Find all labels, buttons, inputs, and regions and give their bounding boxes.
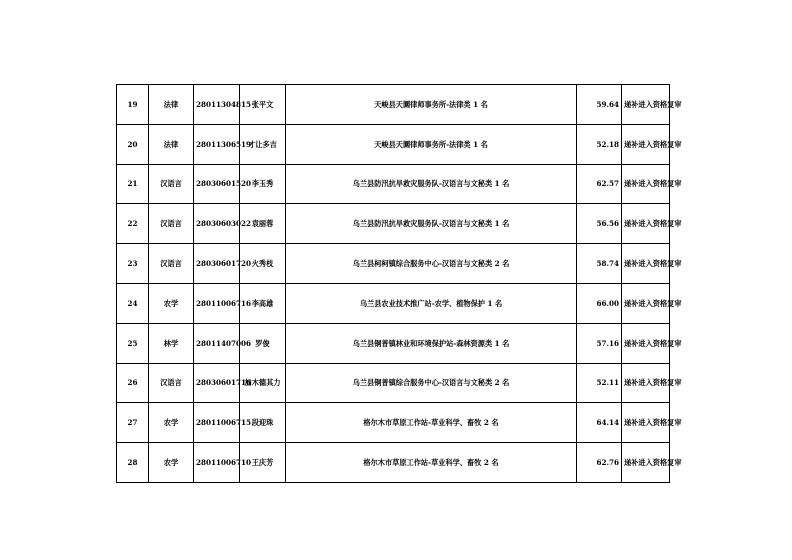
row-position: 格尔木市草原工作站-草业科学、畜牧 2 名	[286, 403, 577, 443]
row-status: 递补进入资格复审	[622, 363, 670, 403]
row-name: 火秀枝	[240, 244, 286, 284]
table-row	[117, 363, 670, 403]
row-index: 26	[117, 363, 149, 403]
row-index: 24	[117, 283, 149, 323]
row-exam-id: 28011306519	[194, 124, 240, 164]
row-position: 乌兰县农业技术推广站-农学、植物保护 1 名	[286, 283, 577, 323]
row-status: 递补进入资格复审	[622, 164, 670, 204]
table-row	[117, 85, 670, 125]
row-exam-id: 28011407006	[194, 323, 240, 363]
row-status: 递补进入资格复审	[622, 323, 670, 363]
table-row	[117, 443, 670, 483]
row-position: 天峻县天圜律师事务所-法律类 1 名	[286, 85, 577, 125]
table-row	[117, 124, 670, 164]
row-subject: 林学	[149, 323, 194, 363]
row-name: 王庆芳	[240, 443, 286, 483]
candidate-table-body	[117, 85, 682, 483]
row-status: 递补进入资格复审	[622, 283, 670, 323]
row-status: 递补进入资格复审	[622, 124, 670, 164]
row-subject: 汉语言	[149, 164, 194, 204]
row-name: 加木德其力	[240, 363, 286, 403]
row-subject: 法律	[149, 124, 194, 164]
row-subject: 汉语言	[149, 363, 194, 403]
row-score: 57.16	[577, 323, 622, 363]
row-score: 66.00	[577, 283, 622, 323]
row-subject: 农学	[149, 403, 194, 443]
row-name: 才让多吉	[240, 124, 286, 164]
row-position: 格尔木市草原工作站-草业科学、畜牧 2 名	[286, 443, 577, 483]
row-index: 21	[117, 164, 149, 204]
row-status: 递补进入资格复审	[622, 204, 670, 244]
row-name: 李玉秀	[240, 164, 286, 204]
table-row	[117, 204, 670, 244]
row-name: 段迎珠	[240, 403, 286, 443]
row-score: 62.57	[577, 164, 622, 204]
row-name: 李高雄	[240, 283, 286, 323]
row-subject: 汉语言	[149, 204, 194, 244]
row-index: 28	[117, 443, 149, 483]
row-position: 乌兰县防汛抗旱救灾服务队-汉语言与文秘类 1 名	[286, 204, 577, 244]
row-index: 20	[117, 124, 149, 164]
row-exam-id: 28030601520	[194, 164, 240, 204]
row-position: 乌兰县铜普镇林业和环境保护站-森林资源类 1 名	[286, 323, 577, 363]
table-row	[117, 164, 670, 204]
row-status: 递补进入资格复审	[622, 244, 670, 284]
row-exam-id: 28030603022	[194, 204, 240, 244]
row-score: 56.56	[577, 204, 622, 244]
table-row	[117, 283, 670, 323]
candidate-table	[116, 84, 682, 483]
row-score: 64.14	[577, 403, 622, 443]
table-row	[117, 403, 670, 443]
row-exam-id: 28011006710	[194, 443, 240, 483]
row-index: 22	[117, 204, 149, 244]
row-position: 乌兰县防汛抗旱救灾服务队-汉语言与文秘类 1 名	[286, 164, 577, 204]
row-exam-id: 28011304815	[194, 85, 240, 125]
row-subject: 汉语言	[149, 244, 194, 284]
row-subject: 农学	[149, 283, 194, 323]
row-position: 天峻县天圜律师事务所-法律类 1 名	[286, 124, 577, 164]
row-subject: 农学	[149, 443, 194, 483]
row-position: 乌兰县柯柯镇综合服务中心-汉语言与文秘类 2 名	[286, 244, 577, 284]
row-exam-id: 28030601716	[194, 363, 240, 403]
row-status: 递补进入资格复审	[622, 85, 670, 125]
row-subject: 法律	[149, 85, 194, 125]
table-row	[117, 323, 670, 363]
row-exam-id: 28030601720	[194, 244, 240, 284]
row-name: 袁丽蓉	[240, 204, 286, 244]
row-score: 62.76	[577, 443, 622, 483]
row-position: 乌兰县铜普镇综合服务中心-汉语言与文秘类 2 名	[286, 363, 577, 403]
row-status: 递补进入资格复审	[622, 443, 670, 483]
row-score: 52.11	[577, 363, 622, 403]
row-exam-id: 28011006716	[194, 283, 240, 323]
row-index: 25	[117, 323, 149, 363]
row-score: 59.64	[577, 85, 622, 125]
row-score: 52.18	[577, 124, 622, 164]
row-index: 19	[117, 85, 149, 125]
row-name: 张平文	[240, 85, 286, 125]
row-score: 58.74	[577, 244, 622, 284]
row-index: 27	[117, 403, 149, 443]
row-status: 递补进入资格复审	[622, 403, 670, 443]
row-index: 23	[117, 244, 149, 284]
table-row	[117, 244, 670, 284]
row-name: 罗俊	[240, 323, 286, 363]
row-exam-id: 28011006715	[194, 403, 240, 443]
